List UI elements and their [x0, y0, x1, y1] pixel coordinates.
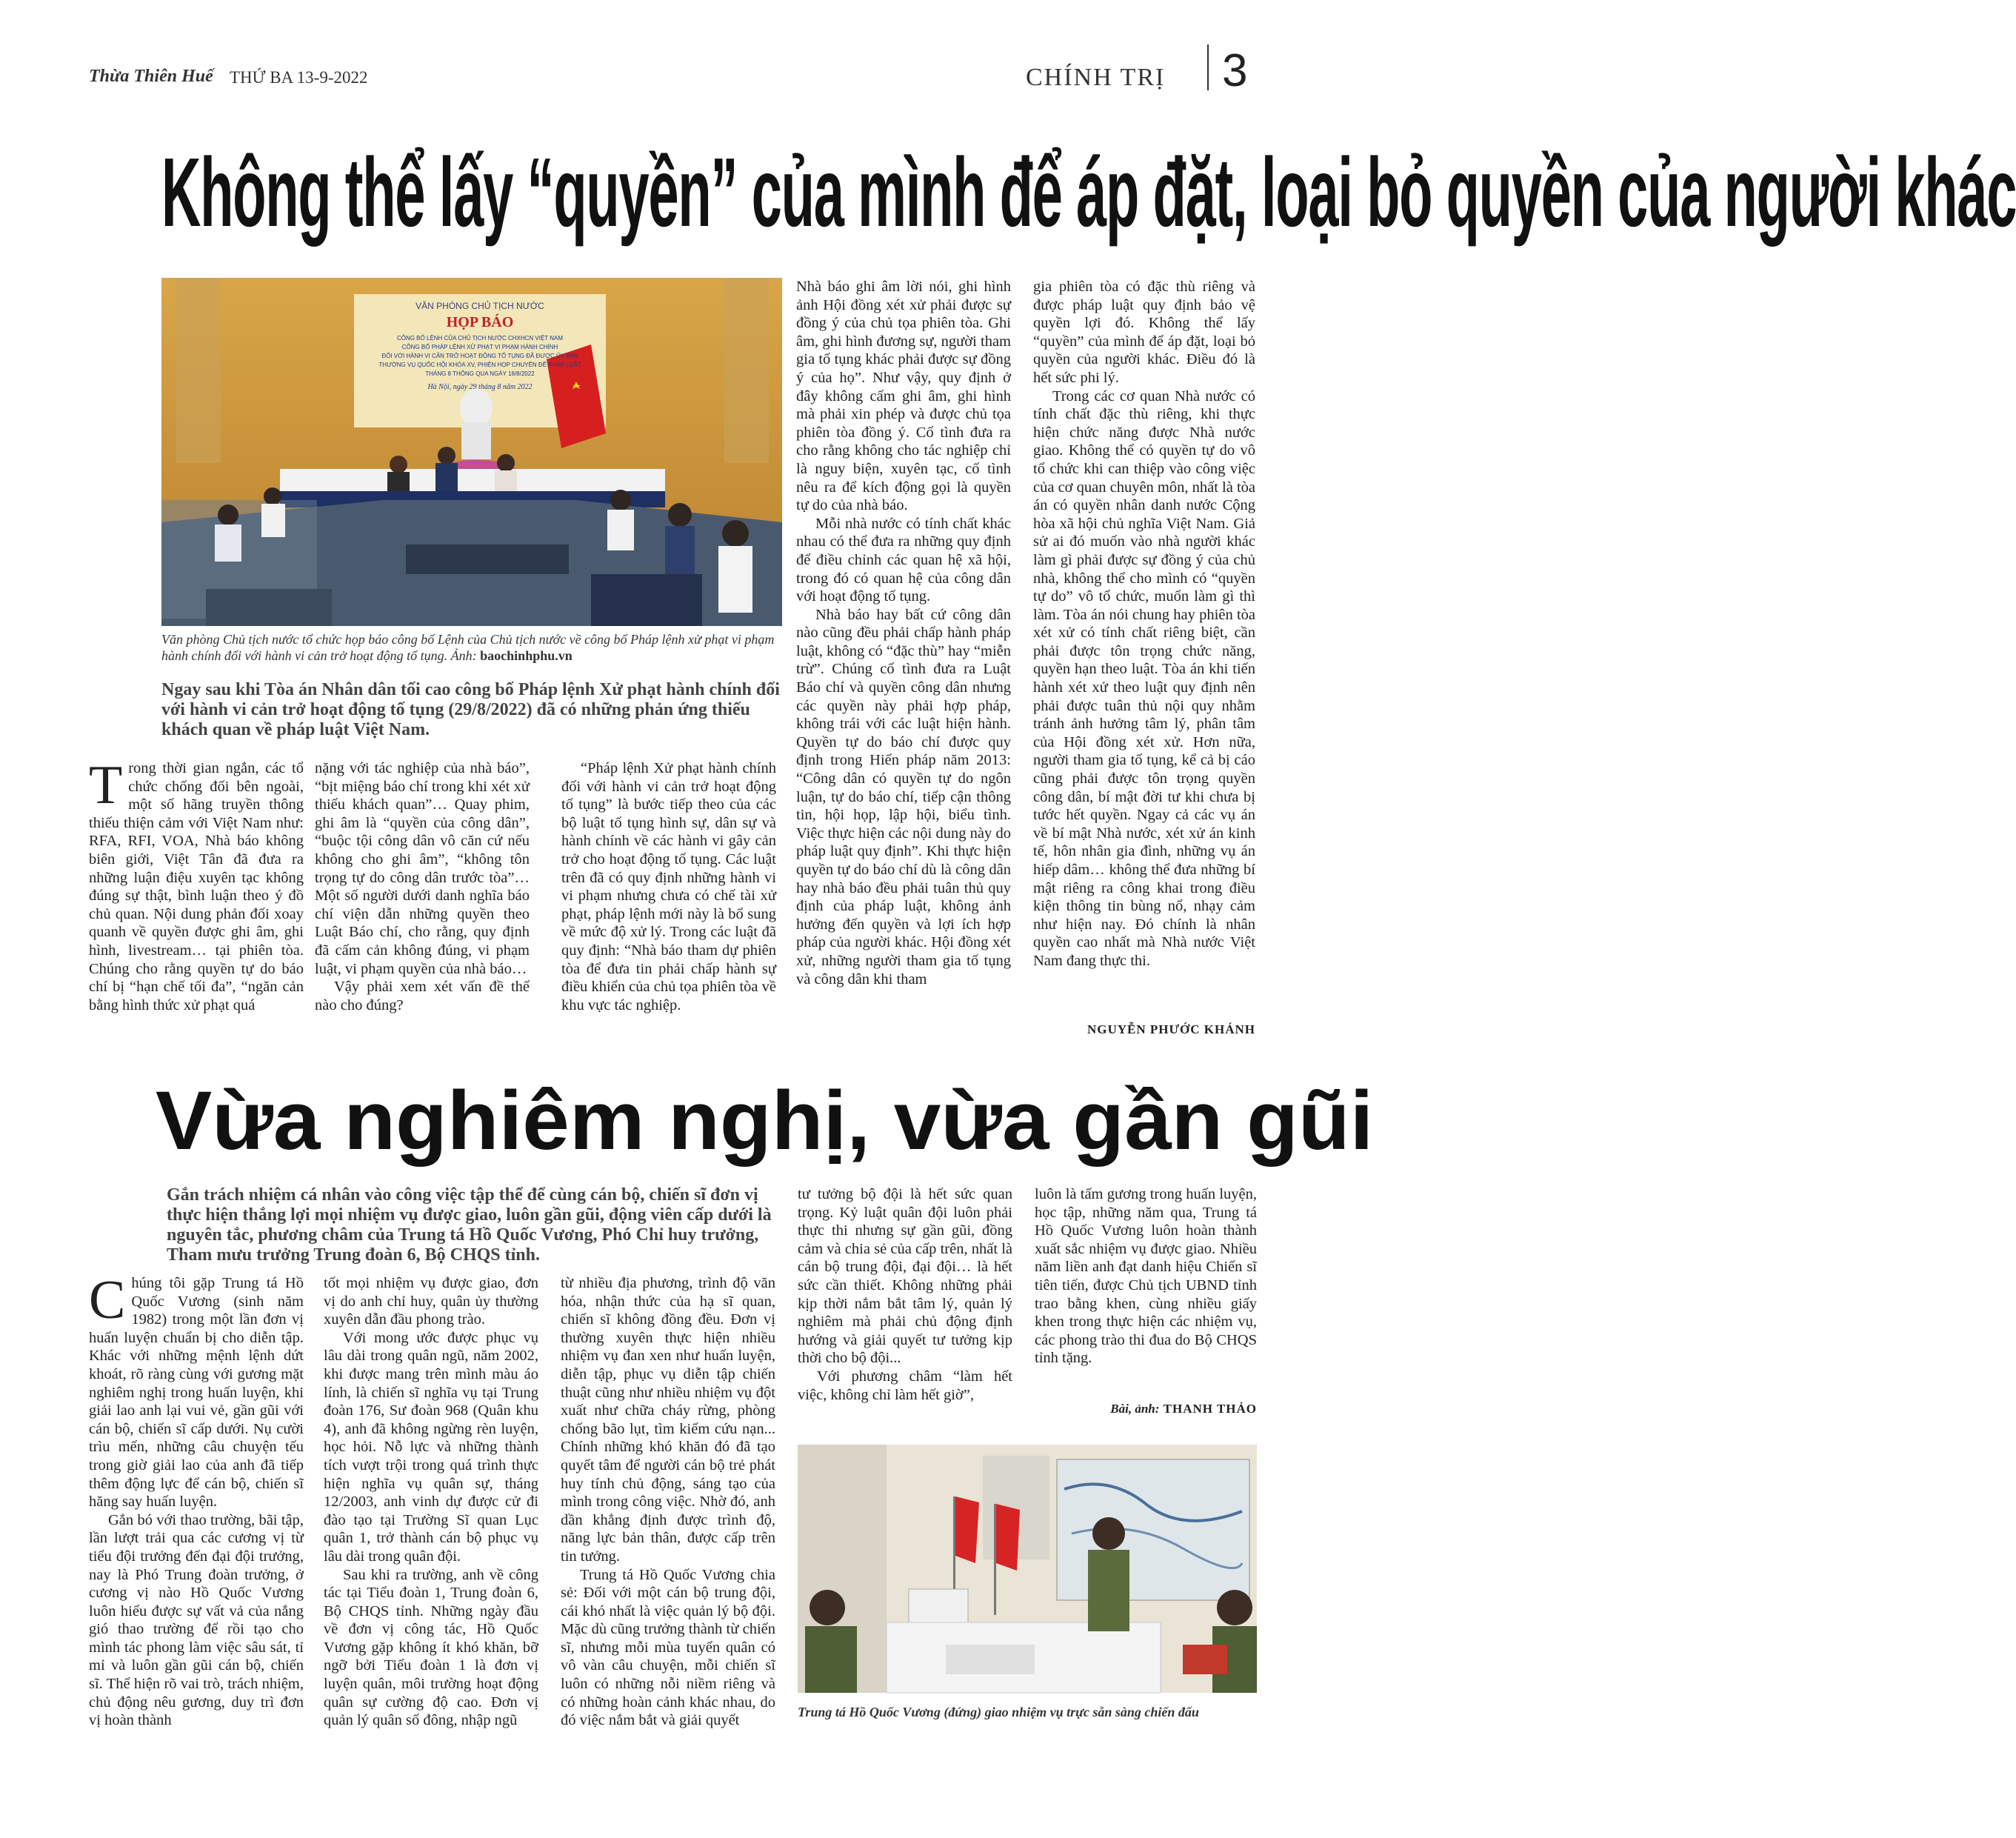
- section-title: CHÍNH TRỊ: [1026, 64, 1166, 91]
- article2-photo-caption: Trung tá Hồ Quốc Vương (đứng) giao nhiệm vụ trực sẵn sàng chiến đấu: [798, 1705, 1199, 1719]
- paragraph: tư tưởng bộ đội là hết sức quan trọng. Kỷ luật quân đội luôn phải thực thi nhưng sự gần gũi, đồng cảm và chia sẻ của cấp trên, nhất là cán bộ trung đội, đại đội… là hết sức cần thiết. Không những phải kịp thời nắm bắt tâm lý, quản lý nghiêm mà phải chủ động định hướng và giải quyết tư tưởng kịp thời cho bộ đội...: [798, 1186, 1012, 1367]
- page-number: 3: [1222, 45, 1248, 96]
- press-conference-photo: [161, 278, 782, 626]
- paragraph: Nhà báo hay bất cứ công dân nào cũng đều phải chấp hành pháp luật, không có “đặc thù” hay “miễn trừ”. Chúng cố tình đưa ra Luật Báo chí và quyền công dân nhưng các quyền này phải hợp pháp, không trái với các luật hiện hành. Quyền tự do báo chí được quy định trong Hiến pháp năm 2013: “Công dân có quyền tự do ngôn luận, tự do báo chí, tiếp cận thông tin, hội họp, lập hội, biểu tình. Việc thực hiện các nội dung này do pháp luật quy định”. Khi thực hiện quyền tự do báo chí dù là công dân hay nhà báo đều phải tuân thủ quy định của pháp luật, không ảnh hưởng đến quyền và lợi ích hợp pháp của người khác. Hội đồng xét xử, những người tham gia tố tụng và công dân khi tham: [796, 606, 1011, 988]
- article2-col3: [561, 1274, 775, 1730]
- paragraph: luôn là tấm gương trong huấn luyện, học tập, những năm qua, Trung tá Hồ Quốc Vương luôn hoàn thành xuất sắc nhiệm vụ được giao. Nhiều năm liền anh đạt danh hiệu Chiến sĩ tiên tiến, được Chủ tịch UBND tỉnh trao bằng khen, cùng nhiều giấy khen trong thực hiện các nhiệm vụ, các phong trào thi đua do Bộ CHQS tỉnh tặng.: [1035, 1186, 1257, 1367]
- article2-author: [1035, 1402, 1257, 1416]
- backdrop-line5: THÁNG 8 THÔNG QUA NGÀY 18/8/2022: [425, 370, 535, 377]
- article1-author: NGUYỄN PHƯỚC KHÁNH: [1087, 1022, 1255, 1036]
- article2-col4: [798, 1185, 1012, 1404]
- paragraph: húng tôi gặp Trung tá Hồ Quốc Vương (sinh năm 1982) trong một lần đơn vị huấn luyện chuẩn bị cho diễn tập. Khác với những mệnh lệnh dứt khoát, rõ ràng cùng với gương mặt nghiêm nghị trong huấn luyện, khi giải lao anh lại vui vẻ, gần gũi với cán bộ, chiến sĩ cấp dưới. Nụ cười trìu mến, những câu chuyện tếu trong giờ giải lao của anh đã tiếp thêm động lực để cán bộ, chiến sĩ hăng say huấn luyện.: [89, 1275, 304, 1511]
- article2-lead: Gắn trách nhiệm cá nhân vào công việc tập thể để cùng cán bộ, chiến sĩ đơn vị thực hiện thắng lợi mọi nhiệm vụ được giao, luôn gần gũi, động viên cấp dưới là nguyên tắc, phương châm của Trung tá Hồ Quốc Vương, Phó Chỉ huy trưởng, Tham mưu trưởng Trung đoàn 6, Bộ CHQS tỉnh.: [167, 1185, 772, 1265]
- article2-headline: Vừa nghiêm nghị, vừa gần gũi: [156, 1074, 1374, 1167]
- paragraph: Với mong ước được phục vụ lâu dài trong quân ngũ, năm 2002, khi được mang trên mình màu áo lính, là chiến sĩ nghĩa vụ tại Trung đoàn 176, Sư đoàn 968 (Quân khu 4), anh đã không ngừng rèn luyện, học hỏi. Nỗ lực và những thành tích vượt trội trong quá trình thực hiện nghĩa vụ quân sự, tháng 12/2003, anh vinh dự được cử đi đào tạo tại Trường Sĩ quan Lục quân 1, trở thành cán bộ phục vụ lâu dài trong quân đội.: [324, 1329, 538, 1565]
- backdrop-title: HỌP BÁO: [446, 314, 514, 330]
- author-name: THANH THẢO: [1163, 1402, 1257, 1416]
- paragraph: Trung tá Hồ Quốc Vương chia sẻ: Đối với một cán bộ trung đội, cái khó nhất là việc quản lý bộ đội. Mặc dù cũng trưởng thành từ chiến sĩ, nhưng mỗi mùa tuyển quân có vô vàn câu chuyện, mỗi chiến sĩ luôn có những nỗi niềm riêng và có những hoàn cảnh khác nhau, do đó việc nắm bắt và giải quyết: [561, 1566, 775, 1729]
- backdrop-line3: ĐỐI VỚI HÀNH VI CẢN TRỞ HOẠT ĐỘNG TỐ TỤNG ĐÃ ĐƯỢC ỦY BAN: [381, 353, 578, 359]
- article1-col3: [561, 759, 776, 1014]
- paragraph: rong thời gian ngắn, các tổ chức chống đối bên ngoài, một số hãng truyền thông thiếu thiện cảm với Việt Nam như: RFA, RFI, VOA, Nhà báo không biên giới, Việt Tân đã đưa ra những luận điệu xuyên tạc không đúng sự thật, bình luận theo ý đồ chủ quan. Nội dung phản đối xoay quanh về quyền được ghi âm, ghi hình, livestream… tại phiên tòa. Chúng cho rằng quyền tự do báo chí bị “hạn chế tối đa”, “ngăn cản bằng hình thức xử phạt quá: [89, 760, 304, 1013]
- paragraph: Nhà báo ghi âm lời nói, ghi hình ảnh Hội đồng xét xử phải được sự đồng ý của chủ tọa phiên tòa. Ghi âm, ghi hình đương sự, người tham gia tố tụng khác phải được sự đồng ý của họ”. Như vậy, quy định ở đây không cấm ghi âm, ghi hình mà phải xin phép và được chủ tọa phiên tòa đồng ý. Cố tình đưa ra cho rằng không cho tác nghiệp chỉ là nguy biện, xuyên tạc, cố tình nêu ra để kích động gọi là quyền tự do của nhà báo.: [796, 279, 1011, 514]
- article1-photo: [161, 278, 782, 626]
- backdrop-line4: THƯỜNG VỤ QUỐC HỘI KHÓA XV, PHIÊN HỌP CHUYÊN ĐỀ PHÁP LUẬT: [378, 362, 581, 368]
- article1-col5: [1033, 278, 1255, 970]
- paragraph: từ nhiều địa phương, trình độ văn hóa, nhận thức của hạ sĩ quan, chiến sĩ không đồng đều. Đơn vị thường xuyên thực hiện nhiều nhiệm vụ đan xen như huấn luyện, diễn tập, phục vụ diễn tập chiến thuật cũng như nhiều nhiệm vụ đột xuất như chữa cháy rừng, phòng chống bão lụt, tìm kiếm cứu nạn... Chính những khó khăn đó đã tạo quyết tâm để người cán bộ trẻ phát huy tính chủ động, sáng tạo của mình trong công việc. Nhờ đó, anh dần khẳng định được trình độ, năng lực bản thân, được cấp trên tin tưởng.: [561, 1275, 775, 1565]
- article1-photo-caption: [161, 631, 784, 664]
- article1-col2: [315, 759, 530, 1014]
- military-meeting-photo: [798, 1445, 1257, 1693]
- paragraph: Gắn bó với thao trường, bãi tập, lần lượt trải qua các cương vị từ tiểu đội trưởng đến đại đội trưởng, nay là Phó Trung đoàn trưởng, ở cương vị nào Hồ Quốc Vương luôn hiểu được sự vất vả của nắng gió thao trường để rồi tạo cho mình tác phong làm việc sâu sát, tỉ mỉ và luôn gần gũi cán bộ, chiến sĩ. Thể hiện rõ vai trò, trách nhiệm, chủ động nêu gương, duy trì đơn vị hoàn thành: [89, 1511, 304, 1729]
- article1-lead: Ngay sau khi Tòa án Nhân dân tối cao công bố Pháp lệnh Xử phạt hành chính đối với hành vi cản trở hoạt động tố tụng (29/8/2022) đã có những phản ứng thiếu khách quan về pháp luật Việt Nam.: [161, 680, 780, 739]
- paragraph: Mỗi nhà nước có tính chất khác nhau có thể đưa ra những quy định để điều chỉnh các quan hệ xã hội, trong đó có quan hệ của công dân với hoạt động tố tụng.: [796, 515, 1011, 605]
- backdrop-line1: CÔNG BỐ LỆNH CỦA CHỦ TỊCH NƯỚC CHXHCN VIỆT NAM: [396, 335, 564, 342]
- paragraph: tốt mọi nhiệm vụ được giao, đơn vị do anh chỉ huy, quân ủy thường xuyên dẫn đầu phong trào.: [324, 1275, 538, 1328]
- paragraph: Trong các cơ quan Nhà nước có tính chất đặc thù riêng, khi thực hiện chức năng được Nhà nước giao. Không thể có quyền tự do vô tổ chức khi can thiệp vào công việc của cơ quan chuyên môn, nhất là tòa án có quyền nhân danh nước Cộng hòa xã hội chủ nghĩa Việt Nam. Giả sử ai đó muốn vào nhà người khác làm gì phải được sự đồng ý của chủ nhà, không thể cho mình có “quyền tự do” vô tổ chức, muốn làm gì thì làm. Tòa án nói chung hay phiên tòa xét xử có tính chất riêng biệt, cần phải được tôn trọng chức năng, quyền hạn theo luật. Tòa án khi tiến hành xét xử theo luật quy định nên phải được tuân thủ nội quy nhằm tránh ảnh hưởng tâm lý, phân tâm của Hội đồng xét xử. Hơn nữa, người tham gia tố tụng, kể cả bị cáo cũng phải được tôn trọng quyền công dân, bí mật đời tư khi chưa bị tước hết quyền. Ngay cả các vụ án về bí mật Nhà nước, xét xử án kinh tế, hôn nhân gia đình, những vụ án hiếp dâm… không thể đưa những bí mật riêng ra công khai trong điều kiện thông tin bùng nổ, nhạy cảm như hiện nay. Đó chính là nhân quyền cao nhất mà Nhà nước Việt Nam đang thực thi.: [1033, 387, 1256, 969]
- backdrop-place: Hà Nội, ngày 29 tháng 8 năm 2022: [427, 383, 533, 391]
- paragraph: Vậy phải xem xét vấn đề thế nào cho đúng?: [315, 979, 530, 1013]
- newspaper-name: Thừa Thiên Huế: [89, 67, 213, 86]
- paragraph: gia phiên tòa có đặc thù riêng và được pháp luật quy định bảo vệ quyền lợi đó. Không thể lấy “quyền” của mình để áp đặt, loại bỏ quyền của người khác. Điều đó là hết sức phi lý.: [1033, 279, 1255, 386]
- article2-col5: [1035, 1185, 1257, 1368]
- article1-col4: [796, 278, 1011, 988]
- author-prefix: Bài, ảnh:: [1110, 1402, 1160, 1416]
- caption-source: baochinhphu.vn: [480, 648, 573, 663]
- article2-photo: [798, 1445, 1257, 1693]
- issue-date: THỨ BA 13-9-2022: [230, 68, 368, 87]
- backdrop-office: VĂN PHÒNG CHỦ TỊCH NƯỚC: [415, 301, 544, 311]
- article2-col2: [324, 1274, 538, 1730]
- paragraph: “Pháp lệnh Xử phạt hành chính đối với hành vi cản trở hoạt động tố tụng” là bước tiếp theo của các bộ luật tố tụng hình sự, dân sự và hành chính về các hành vi gây cản trở cho hoạt động tố tụng. Các luật trên đã có quy định những hành vi vi phạm nhưng chưa có chế tài xử phạt, pháp lệnh mới này là bổ sung về mức độ xử lý. Trong các luật đã quy định: “Nhà báo tham dự phiên tòa để đưa tin phải chấp hành sự điều khiển của chủ tọa phiên tòa về khu vực tác nghiệp.: [561, 760, 776, 1013]
- article1-col1: [89, 755, 304, 1014]
- dropcap: T: [89, 755, 123, 816]
- backdrop-line2: CÔNG BỐ PHÁP LỆNH XỬ PHẠT VI PHẠM HÀNH CHÍNH: [401, 344, 558, 350]
- paragraph: nặng với tác nghiệp của nhà báo”, “bịt miệng báo chí trong khi xét xử thiếu khách quan”… Quay phim, ghi âm là “quyền của công dân”, “buộc tội công dân vô căn cứ nếu không cho ghi âm”, “không tôn trọng tự do công dân trước tòa”… Một số người dưới danh nghĩa báo chí viện dẫn những quyền theo Luật Báo chí, cho rằng, quy định đã cấm cản không đúng, vi phạm luật, vi phạm quyền của nhà báo…: [315, 760, 530, 977]
- article2-col1: [89, 1270, 304, 1730]
- dropcap: C: [89, 1270, 126, 1331]
- caption-text: Văn phòng Chủ tịch nước tổ chức họp báo công bố Lệnh của Chủ tịch nước về công bố Pháp lệnh xử phạt vi phạm hành chính đối với hành vi cản trở hoạt động tố tụng. Ảnh:: [161, 632, 775, 663]
- paragraph: Với phương châm “làm hết việc, không chỉ làm hết giờ”,: [798, 1368, 1012, 1403]
- header-divider: [1207, 44, 1209, 90]
- paragraph: Sau khi ra trường, anh về công tác tại Tiểu đoàn 1, Trung đoàn 6, Bộ CHQS tỉnh. Những ngày đầu về đơn vị công tác, Hồ Quốc Vương gặp không ít khó khăn, bỡ ngỡ bởi Tiểu đoàn 1 là đơn vị luyện quân, môi trường hoạt động quân sự cường độ cao. Đơn vị quản lý quân số đông, nhập ngũ: [324, 1566, 538, 1729]
- article1-headline: Không thể lấy “quyền” của mình để áp đặt, loại bỏ quyền của người khác: [161, 138, 2016, 247]
